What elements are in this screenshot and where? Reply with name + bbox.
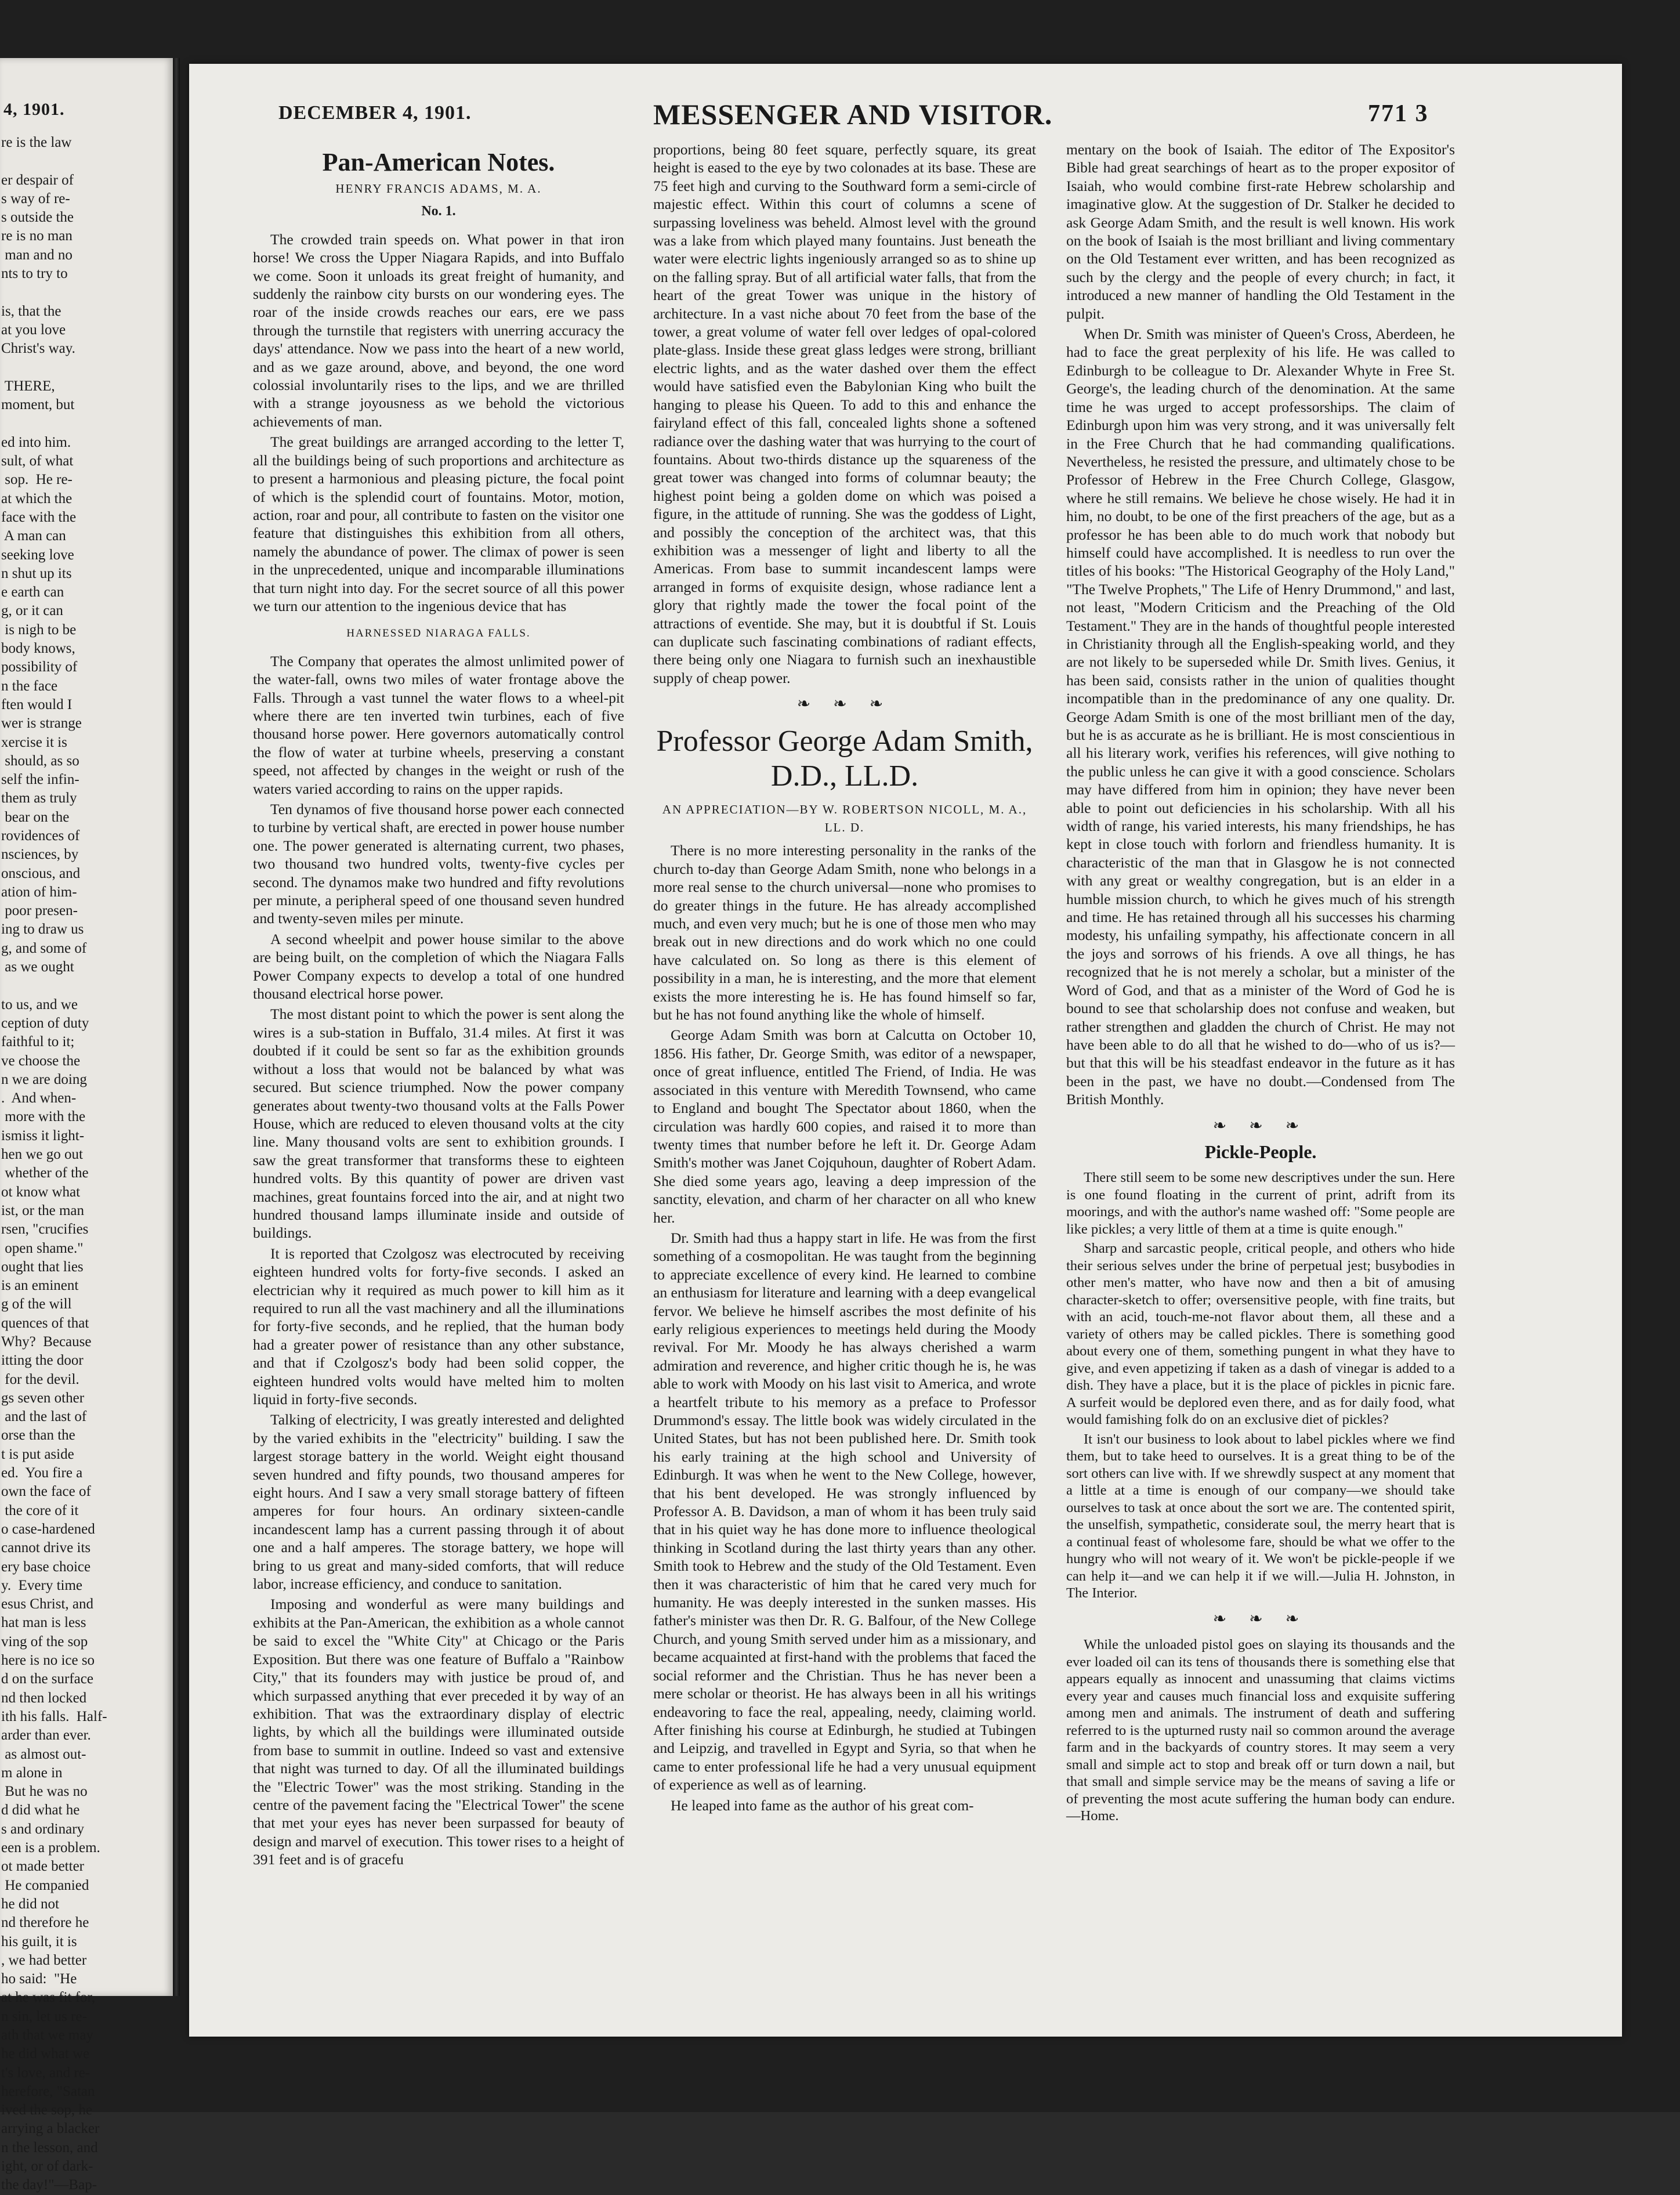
article-paragraph: The great buildings are arranged according to the letter T, all the buildings being of such proportions and architecture as to present a harmonious and pleasing picture, the focal point of which is the splendid court of fountains. Motor, motion, action, roar and pour, all contribute to fasten on the visitor one feature that distinguishes this exhibition from all others, namely the abundance of power. The climax of power is seen in the unprecedented, unique and incomparable illuminations that turn night into day. For the secret source of all this power we turn our attention to the ingenious device that has bbox=[253, 433, 624, 614]
article-paragraph: The crowded train speeds on. What power in that iron horse! We cross the Upper Niagara Rapids, and into Buffalo we come. Soon it unloads its great freight of humanity, and suddenly the rainbow city bursts on our wondering eyes. The roar of the inside crowds reaches our ears, ere we pass through the turnstile that registers with unerring accuracy the days' attendance. Now we pass into the heart of a new world, and as we gaze around, above, and beyond, the one word colossial involuntarily rises to the lips, and we are thrilled with a strange joyousness as we behold the victorious achievements of man. bbox=[253, 230, 624, 430]
article-paragraph: mentary on the book of Isaiah. The editor of The Expositor's Bible had great searchings of heart as to the proper expositor of Isaiah, who would combine first-rate Hebrew scholarship and imaginative glow. At the suggestion of Dr. Stalker he decided to ask George Adam Smith, and the result is well known. His work on the book of Isaiah is the most brilliant and living commentary on the Old Testament ever written, and has been recognized as such by the clergy and the people of every church; in fact, it introduced a new manner of handling the Old Testament in the pulpit. bbox=[1066, 141, 1455, 322]
previous-page-header: 4, 1901. bbox=[3, 100, 65, 119]
masthead bbox=[189, 64, 1622, 139]
article-paragraph: Ten dynamos of five thousand horse power each connected to turbine by vertical shaft, are erected in power house number one. The power generated is alternating current, two phases, two thousand two hundred volts, twenty-five cycles per second. The dynamos make two hundred and fifty revolutions per minute, a peripheral speed of one thousand seven hundred and twenty-seven miles per minute. bbox=[253, 801, 624, 927]
section-ornament: ❧ ❧ ❧ bbox=[1212, 1116, 1309, 1135]
article-paragraph: There is no more interesting personality in the ranks of the church to-day than George Adam Smith, none who belongs in a more real sense to the church universal—none who promises to do greater things in the future. He has already accomplished much, and even very much; but he is one of those men who may break out in new directions and do work which no one could have calculated on. So long as there is this element of possibility in a man, he is interesting, and the more that element exists the more interesting he is. He has found himself so far, but he has not found anything like the whole of himself. bbox=[653, 842, 1036, 1024]
article-paragraph: A second wheelpit and power house similar to the above are being built, on the completion of which the Niagara Falls Power Company expects to develop a total of one hundred thousand electrical horse power. bbox=[253, 930, 624, 1003]
article-headline: Professor George Adam Smith, D.D., LL.D. bbox=[656, 724, 1033, 793]
masthead-title: MESSENGER AND VISITOR. bbox=[653, 98, 1053, 131]
column-3 bbox=[1066, 140, 1455, 2029]
article-paragraph: The Company that operates the almost unlimited power of the water-fall, owns two miles of water frontage above the Falls. Through a vast tunnel the water flows to a wheel-pit where there are ten inverted twin turbines, each of five thousand horse power. Here governors automatically control the flow of water at turbine wheels, preserving a constant speed, not affected by changes in the weight or rush of the waters varied according to rains on the upper rapids. bbox=[253, 652, 624, 797]
article-paragraph: Talking of electricity, I was greatly interested and delighted by the varied exhibits in the "electricity" building. I saw the largest storage battery in the world. Weight eight thousand seven hundred and fifty pounds, two thousand amperes for eight hours. And I saw a very small storage battery of fifteen amperes for four hours. An ordinary sixteen-candle incandescent lamp has a current passing through it of about one and a half amperes. The storage battery, we hope will bring to us great and many-sided comforts, that will reduce labor, increase efficiency, and conduce to sanitation. bbox=[253, 1411, 624, 1593]
article-paragraph: Sharp and sarcastic people, critical people, and others who hide their serious selves under the brine of perpetual jest; busybodies in other men's matter, who have now and then a bit of amusing character-sketch to offer; oversensitive people, with fine traits, but with an acid, touch-me-not flavor about them, all these and a variety of others may be called pickles. There is something good about every one of them, something pungent in what they have to give, and even appetizing if taken as a dash of vinegar is added to a dish. They have a place, but it is the place of pickles in picnic fare. A surfeit would be deplored even there, and as for daily food, what would famishing folk do on an exclusive diet of pickles? bbox=[1066, 1241, 1455, 1428]
article-paragraph: The most distant point to which the power is sent along the wires is a sub-station in Buffalo, 31.4 miles. At first it was doubted if it could be sent so far as the exhibition grounds without a loss that would not be balanced by what was secured. But science triumphed. Now the power company generates about twenty-two thousand volts at the Falls Power House, which are reduced to eleven thousand volts at the city line. Many thousand volts are sent to exhibition grounds. I saw the great transformer that transforms these to eighteen hundred volts. By this quantity of power are driven vast machines, great fountains forced into the air, and at night two hundred thousand lamps illuminate inside and outside of buildings. bbox=[253, 1006, 624, 1242]
newspaper-page bbox=[189, 64, 1622, 2037]
article-byline: AN APPRECIATION—BY W. ROBERTSON NICOLL, M. A., LL. D. bbox=[662, 802, 1027, 834]
page-number: 771 3 bbox=[1368, 100, 1429, 127]
article-headline: Pan-American Notes. bbox=[322, 148, 555, 176]
article-paragraph: When Dr. Smith was minister of Queen's Cross, Aberdeen, he had to face the great perplexity of his life. He was called to Edinburgh to be colleague to Dr. Alexander Whyte in Free St. George's, the leading church of the denomination. At the same time he was urged to accept professorships. The claim of Edinburgh upon him was very strong, and it was universally felt in the Free Church that he had commanding qualifications. Nevertheless, he resisted the pressure, and ultimately chose to be Professor of Hebrew in the Free Church College, Glasgow, where he still remains. We believe he chose wisely. He had it in him, no doubt, to be one of the first preachers of the age, but as a professor he has been able to do much work that nobody but himself could have accomplished. It is needless to run over the titles of his books: "The Historical Geography of the Holy Land," "The Twelve Prophets," The Life of Henry Drummond," and last, not least, "Modern Criticism and the Preaching of the Old Testament." They are in the hands of thoughtful people interested in Christianity through all the English-speaking world, and they are not likely to be superseded while Dr. Smith lives. Genius, it has been said, consists rather in the union of qualities thought incompatible than in the predominance of any one quality. Dr. George Adam Smith is one of the most brilliant men of the day, but he is as accurate as he is brilliant. He is most conscientious in all his literary work, verifies his references, will give nothing to the public unless he can give it with a good conscience. Scholars may have differed from him in opinion; they have never been able to point out deficiencies in his scholarship. With all his width of range, his varied interests, his many friendships, he has kept in close touch with forlorn and friendless humanity. It is characteristic of the man that in Glasgow he is not connected with any great or wealthy congregation, but is an elder in a humble mission church, to which he gives much of his strength and time. He has retained through all his successes his charming modesty, his unfailing sympathy, his affectionate concern in all the joys and sorrows of his friends. A ove all things, he has recognized that he is not merely a scholar, but a minister of the Word of God, and that as a minister of the Word of God he is bound to see that scholarship does not confuse and weaken, but rather strengthen and gladden the church of Christ. He may not have been able to do all that he wished to do—who of us is?—but that this will be his steadfast endeavor in the future as it has been in the past, we have no doubt.—Condensed from The British Monthly. bbox=[1066, 326, 1455, 1108]
section-ornament: ❧ ❧ ❧ bbox=[796, 695, 893, 714]
article-paragraph: There still seem to be some new descriptives under the sun. Here is one found floating in the current of print, adrift from its moorings, and with the author's name washed off: "Some people are like pickles; a very little of them at a time is quite enough." bbox=[1066, 1170, 1455, 1237]
article-byline: HENRY FRANCIS ADAMS, M. A. bbox=[335, 182, 542, 196]
previous-page-column: re is the law er despair of s way of re- s outside the re is no man man and no nts to try to is, that the at you love Christ's way. THERE, moment, but ed into him. sult, of what sop. He re- at which the face with the A man can seeking love n shut up its e earth can g, or it can is nigh to be body knows, possibility of n the face ften would I wer is strange xercise it is should, as so self the infin- them as truly bear on the rovidences of nsciences, by onscious, and ation of him- poor presen- ing to draw us g, and some of as we ought to us, and we ception of duty faithful to it; ve choose the n we are doing . And when- more with the ismiss it light- hen we go out whether of the ot know what ist, or the man rsen, "crucifies open shame." ought that lies is an eminent g of the will quences of that Why? Because itting the door for the devil. gs seven other and the last of orse than the t is put aside ed. You fire a own the face of the core of it o case-hardened cannot drive its ery base choice y. Every time esus Christ, and hat man is less ving of the sop here is no ice so d on the surface nd then locked ith his falls. Half- arder than ever. as almost out- m alone in But he was no d did what he s and ordinary een is a problem. ot made better He companied he did not nd therefore he his guilt, it is , we had better ho said: "He at he was fit for, n sin, let us re- ath that we may he did what we t's love, and re- herefore, "Satan ived the sop, he arrying a blacker n the lesson, and ight, or of dark- the day!"—Bap- bbox=[1, 135, 107, 2193]
article-paragraph: Dr. Smith had thus a happy start in life. He was from the first something of a cosmopolitan. He was taught from the beginning to appreciate excellence of every kind. He learned to combine an enthusiasm for literature and learning with a deep evangelical fervor. We believe he himself ascribes the most definite of his early religious experiences to meetings held during the Moody revival. For Mr. Moody he has always cherished a warm admiration and reverence, and higher critic though he is, he was able to work with Moody on his last visit to America, and wrote a heartfelt tribute to his memory as a preface to Professor Drummond's essay. The little book was widely circulated in the United States, but has not been published here. Dr. Smith took his early training at the high school and University of Edinburgh. It was when he went to the New College, however, that his bent developed. He was strongly influenced by Professor A. B. Davidson, a man of whom it has been truly said that in his quiet way he has done more to influence theological thinking in Scotland during the last thirty years than any other. Smith took to Hebrew and the study of the Old Testament. Even then it was characteristic of him that he cared very much for humanity. He was deeply interested in the sunken masses. His father's minister was then Dr. R. G. Balfour, of the New College Church, and young Smith served under him as a missionary, and became acquainted at first-hand with the problems that faced the social reformer and the Christian. Thus he has never been a mere scholar or theorist. He has always been in all his writings endeavoring to face the real, appealing, needy, claiming world. After finishing his course at Edinburgh, he studied at Tubingen and Leipzig, and travelled in Egypt and Syria, so that when he came to enter professional life he had a very unusual equipment of experience as well as of learning. bbox=[653, 1229, 1036, 1793]
masthead-date: DECEMBER 4, 1901. bbox=[278, 102, 472, 124]
section-subhead: HARNESSED NIARAGA FALLS. bbox=[346, 627, 531, 640]
previous-page-fragment bbox=[0, 58, 173, 2193]
article-number: No. 1. bbox=[421, 204, 456, 219]
column-2 bbox=[653, 140, 1036, 2029]
article-paragraph: It is reported that Czolgosz was electrocuted by receiving eighteen hundred volts for forty-five seconds. I asked an electrician why it required as much power to kill him as it required to run all the vast machinery and all the illuminations for forty-five seconds, and he replied, that the human body had a greater power of resistance than any other substance, and that if Czolgosz's body had been solid copper, the eighteen hundred volts would have melted him to molten liquid in forty-five seconds. bbox=[253, 1245, 624, 1408]
column-1 bbox=[253, 140, 624, 2029]
article-paragraph: It isn't our business to look about to label pickles where we find them, but to take heed to ourselves. It is a great thing to be of the sort others can live with. If we shrewdly suspect at any moment that a little at a time is enough of our company—we should take ourselves to task at once about the sort we are. The contented spirit, the unselfish, sympathetic, considerate soul, the merry heart that is a continual feast of wholesome fare, should be what we offer to the hungry who will not weary of it. We won't be pickle-people if we can help it—and we can help it if we will.—Julia H. Johnston, in The Interior. bbox=[1066, 1431, 1455, 1601]
article-paragraph: proportions, being 80 feet square, perfectly square, its great height is eased to the eye by two colonades at its base. These are 75 feet high and curving to the Southward form a semi-circle of majestic effect. Within this court of columns a scene of surpassing loveliness was beheld. Almost level with the ground was a lake from which played many fountains. Just beneath the water were electric lights ingeniously arranged so as to shine up on the falling spray. But of all artificial water falls, that from the heart of the great Tower was unique in the history of architecture. In a vast niche about 70 feet from the base of the tower, a great volume of water fell over ledges of opal-colored plate-glass. Inside these great glass ledges were strong, brilliant electric lights, and as the water dashed over them the effect would have satisfied even the Babylonian King who built the hanging to please his Queen. To add to this and enhance the fairyland effect of this fall, concealed lights shone a softened radiance over the dashing water that was hurrying to the court of fountains. About two-thirds distance up the squareness of the great tower was changed into forms of columnar beauty; the highest point being a golden dome on which was poised a figure, in the attitude of running. She was the goddess of Light, and possibly the conception of the architect was, that this exhibition was a messenger of light and liberty to all the Americas. From base to summit incandescent lamps were arranged in forms of exquisite design, whose radiance lent a glory that rightly made the tower the focal point of the attractions of eventide. She may, but it is doubtful if St. Louis can duplicate such fascinating combinations of radiant effects, there being only one Niagara to furnish such an inexhaustible supply of cheap power. bbox=[653, 141, 1036, 686]
article-paragraph: He leaped into fame as the author of his great com- bbox=[671, 1796, 974, 1814]
article-paragraph: Imposing and wonderful as were many buildings and exhibits at the Pan-American, the exhibition as a whole cannot be said to excel the "White City" at Chicago or the Paris Exposition. But there was one feature of Buffalo a "Rainbow City," that its founders may with justice be proud of, and which surpassed anything that ever preceded it by way of an exhibition. That was the extraordinary display of electric lights, by which all the buildings were illuminated outside from base to summit in outline. Indeed so vast and extensive that night was turned to day. Of all the illuminated buildings the "Electric Tower" was the most striking. Standing in the centre of the pavement facing the "Electrical Tower" the scene that met your eyes has never been surpassed for beauty of design and marvel of execution. This tower rises to a height of 391 feet and is of gracefu bbox=[253, 1596, 624, 1868]
article-headline: Pickle-People. bbox=[1204, 1141, 1317, 1162]
section-ornament: ❧ ❧ ❧ bbox=[1212, 1610, 1309, 1628]
page-gutter bbox=[173, 58, 180, 1996]
article-paragraph: While the unloaded pistol goes on slaying its thousands and the ever loaded oil can its tens of thousands there is something else that appears equally as innocent and unassuming that claims victims every year and causes much financial loss and exquisite suffering among men and animals. The instrument of death and suffering referred to is the upturned rusty nail so common around the average farm and in the backyards of country stores. It may seem a very small and simple act to stop and break off or turn down a nail, but that small and simple service may be the means of saving a life or of preventing the most acute suffering the human body can endure.—Home. bbox=[1066, 1637, 1455, 1824]
article-paragraph: George Adam Smith was born at Calcutta on October 10, 1856. His father, Dr. George Smith, was editor of a newspaper, once of great influence, entitled The Friend, of India. He was associated in this venture with Meredith Townsend, who came to England and bought The Spectator about 1860, when the circulation was hardly 600 copies, and raised it to more than twenty times that number before he left it. Dr. George Adam Smith's mother was Janet Cojquhoun, daughter of Robert Adam. She died some years ago, leaving a deep impression of the sanctity, elevation, and charm of her character on all who knew her. bbox=[653, 1026, 1036, 1226]
